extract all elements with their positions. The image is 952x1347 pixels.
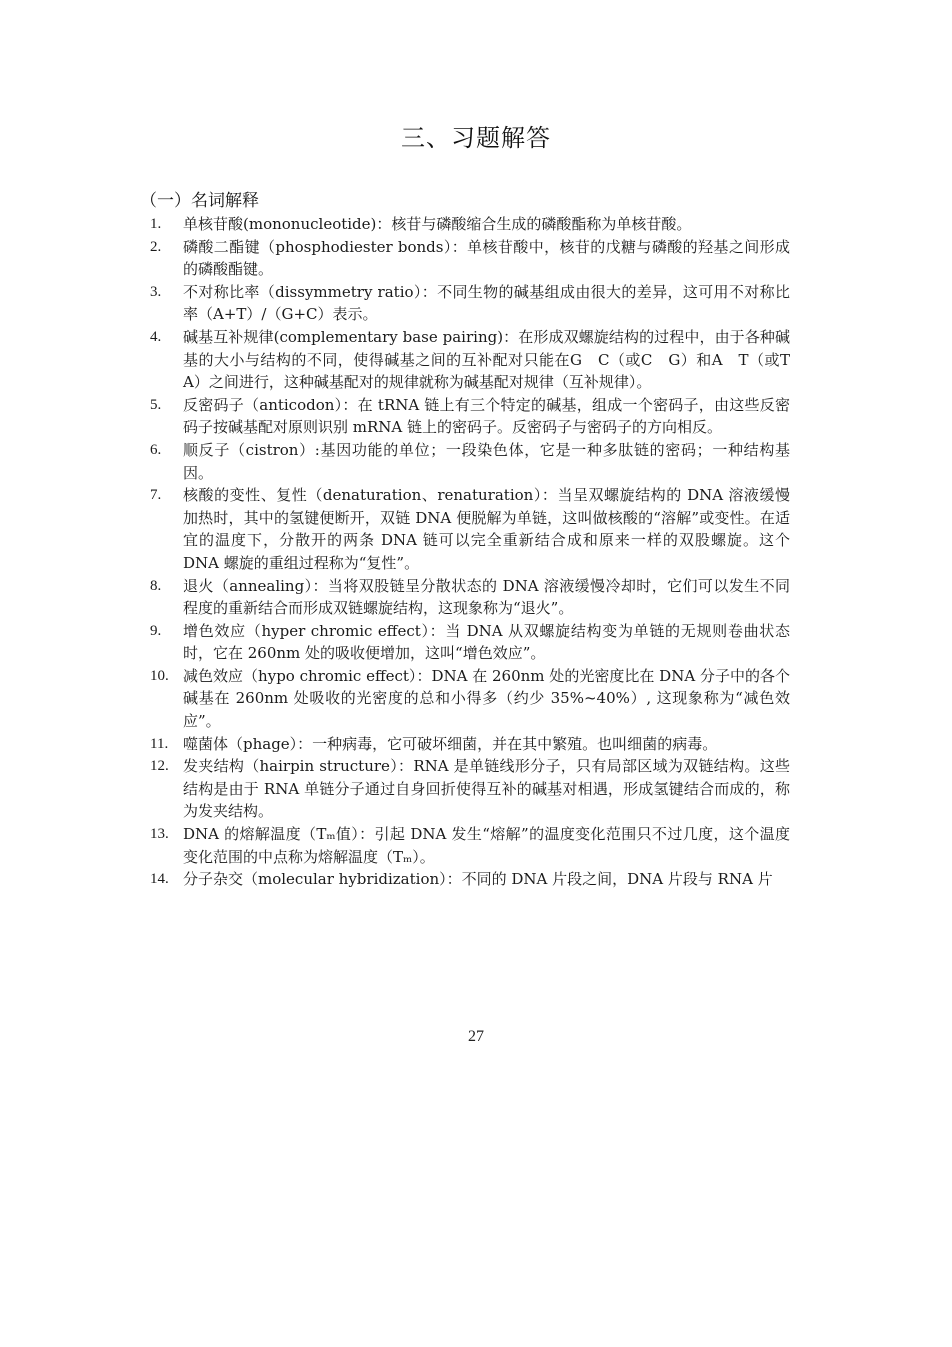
section-heading: （一）名词解释 xyxy=(140,191,259,211)
entry-text: 发夹结构（hairpin structure）：RNA 是单链线形分子，只有局部区域为双链结构。这些结构是由于 RNA 单链分子通过自身回折使得互补的碱基对相遇，形成氢键结合而成的，称为发夹结构。 xyxy=(183,757,790,821)
definition-entry xyxy=(150,281,790,326)
entry-number: 13. xyxy=(150,826,169,843)
entry-number: 8. xyxy=(150,577,162,594)
entry-number: 1. xyxy=(150,216,162,232)
entry-text: 顺反子（cistron）:基因功能的单位；一段染色体，它是一种多肽链的密码；一种结构基因。 xyxy=(183,440,790,482)
entry-number: 5. xyxy=(150,396,162,413)
definition-entry xyxy=(150,868,790,891)
definition-entry xyxy=(150,733,790,756)
entry-number: 11. xyxy=(150,735,169,752)
entry-text: 核酸的变性、复性（denaturation、renaturation）：当呈双螺旋结构的 DNA 溶液缓慢加热时，其中的氢键便断开，双链 DNA 便脱解为单链，这叫做核酸的“溶解”或变性。在适宜的温度下，分散开的两条 DNA 链可以完全重新结合成和原来一样的双股螺旋。这个 DNA 螺旋的重组过程称为“复性”。 xyxy=(183,486,790,572)
definition-entry xyxy=(150,439,790,484)
definition-entry xyxy=(150,213,790,236)
definition-entry xyxy=(150,326,806,394)
entry-number: 3. xyxy=(150,283,162,300)
entry-number: 2. xyxy=(150,238,162,255)
entry-number: 7. xyxy=(150,487,162,504)
entry-text: DNA 的熔解温度（Tₘ值）：引起 DNA 发生“熔解”的温度变化范围只不过几度，这个温度变化范围的中点称为熔解温度（Tₘ）。 xyxy=(183,825,790,866)
entry-number: 12. xyxy=(150,758,169,775)
entry-number: 14. xyxy=(150,871,169,888)
definition-entry xyxy=(150,665,790,733)
entry-text: 反密码子（anticodon）：在 tRNA 链上有三个特定的碱基，组成一个密码子，由这些反密码子按碱基配对原则识别 mRNA 链上的密码子。反密码子与密码子的方向相反。 xyxy=(183,395,790,437)
entry-number: 9. xyxy=(150,622,162,639)
entry-text: 退火（annealing）：当将双股链呈分散状态的 DNA 溶液缓慢冷却时，它们可以发生不同程度的重新结合而形成双链螺旋结构，这现象称为“退火”。 xyxy=(183,576,790,618)
entry-number: 10. xyxy=(150,667,169,684)
definition-entry xyxy=(150,823,790,868)
term-definition-list xyxy=(150,213,806,891)
entry-text: 磷酸二酯键（phosphodiester bonds）：单核苷酸中，核苷的戊糖与磷酸的羟基之间形成的磷酸酯键。 xyxy=(183,237,790,279)
entry-number: 4. xyxy=(150,328,162,345)
entry-text: 分子杂交（molecular hybridization）：不同的 DNA 片段之间，DNA 片段与 RNA 片 xyxy=(183,870,773,889)
entry-text: 碱基互补规律(complementary base pairing)：在形成双螺旋结构的过程中，由于各种碱基的大小与结构的不同，使得碱基之间的互补配对只能在G C（或C G）和A T（或T A）之间进行，这种碱基配对的规律就称为碱基配对规律（互补规律）。 xyxy=(183,327,806,392)
definition-entry xyxy=(150,620,790,665)
definition-entry xyxy=(150,394,790,439)
definition-entry xyxy=(150,484,790,574)
entry-text: 不对称比率（dissymmetry ratio）：不同生物的碱基组成由很大的差异，这可用不对称比率（A+T）/（G+C）表示。 xyxy=(183,282,790,324)
entry-text: 增色效应（hyper chromic effect）：当 DNA 从双螺旋结构变为单链的无规则卷曲状态时，它在 260nm 处的吸收便增加，这叫“增色效应”。 xyxy=(183,621,790,663)
entry-text: 噬菌体（phage）：一种病毒，它可破坏细菌，并在其中繁殖。也叫细菌的病毒。 xyxy=(183,734,718,753)
entry-text: 单核苷酸(mononucleotide)：核苷与磷酸缩合生成的磷酸酯称为单核苷酸。 xyxy=(183,215,692,233)
definition-entry xyxy=(150,755,790,823)
definition-entry xyxy=(150,236,790,281)
entry-text: 减色效应（hypo chromic effect）：DNA 在 260nm 处的光密度比在 DNA 分子中的各个碱基在 260nm 处吸收的光密度的总和小得多（约少 35%~40%）, 这现象称为“减色效应”。 xyxy=(183,666,790,731)
definition-entry xyxy=(150,575,790,620)
entry-number: 6. xyxy=(150,441,162,458)
page-number: 27 xyxy=(468,1028,484,1045)
chapter-title: 三、习题解答 xyxy=(401,124,551,152)
